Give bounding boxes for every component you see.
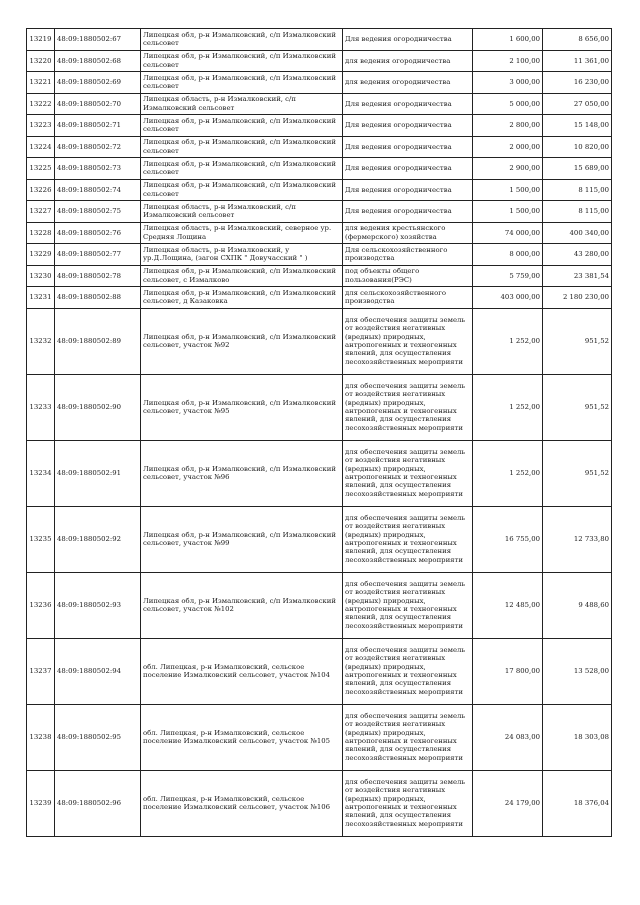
cadastral-value-cell: 9 488,60 [543,572,612,638]
address-cell: Липецкая область, р-н Измалковский, с/п Измалковский сельсовет [141,93,343,115]
table-row [27,72,612,94]
row-number-cell: 13234 [27,440,55,506]
row-number-cell: 13229 [27,244,55,266]
cadastral-value-cell: 16 230,00 [543,72,612,94]
area-cell: 3 000,00 [473,72,543,94]
table-row [27,704,612,770]
table-row [27,201,612,223]
cadastral-value-cell: 2 180 230,00 [543,287,612,309]
cadastral-value-cell: 951,52 [543,440,612,506]
area-cell: 5 000,00 [473,93,543,115]
address-cell: Липецкая обл, р-н Измалковский, с/п Измалковский сельсовет [141,158,343,180]
permitted-use-cell: для обеспечения защиты земель от воздействия негативных (вредных) природных, антропогенных и техногенных явлений, для осуществления лесохозяйственных мероприяти [343,704,473,770]
table-row [27,572,612,638]
address-cell: Липецкая обл, р-н Измалковский, с/п Измалковский сельсовет, участок №99 [141,506,343,572]
area-cell: 1 500,00 [473,201,543,223]
cadastral-number-cell: 48:09:1880502:68 [55,50,141,72]
cadastral-number-cell: 48:09:1880502:74 [55,179,141,201]
permitted-use-cell: для обеспечения защиты земель от воздействия негативных (вредных) природных, антропогенных и техногенных явлений, для осуществления лесохозяйственных мероприяти [343,638,473,704]
cadastral-value-cell: 8 115,00 [543,179,612,201]
table-row [27,638,612,704]
row-number-cell: 13226 [27,179,55,201]
cadastral-number-cell: 48:09:1880502:69 [55,72,141,94]
row-number-cell: 13220 [27,50,55,72]
permitted-use-cell: под объекты общего пользования(РЭС) [343,265,473,287]
address-cell: Липецкая обл, р-н Измалковский, с/п Измалковский сельсовет [141,179,343,201]
area-cell: 1 252,00 [473,440,543,506]
permitted-use-cell: для обеспечения защиты земель от воздействия негативных (вредных) природных, антропогенных и техногенных явлений, для осуществления лесохозяйственных мероприяти [343,770,473,836]
area-cell: 403 000,00 [473,287,543,309]
address-cell: Липецкая область, р-н Измалковский, у ур.Д.Лощина, (загон СХПК " Довучасский " ) [141,244,343,266]
table-row [27,179,612,201]
area-cell: 1 500,00 [473,179,543,201]
area-cell: 8 000,00 [473,244,543,266]
area-cell: 1 252,00 [473,374,543,440]
table-row [27,770,612,836]
permitted-use-cell: для обеспечения защиты земель от воздействия негативных (вредных) природных, антропогенных и техногенных явлений, для осуществления лесохозяйственных мероприяти [343,572,473,638]
cadastral-number-cell: 48:09:1880502:76 [55,222,141,244]
permitted-use-cell: Для ведения огородничества [343,179,473,201]
row-number-cell: 13232 [27,308,55,374]
address-cell: Липецкая обл, р-н Измалковский, с/п Измалковский сельсовет [141,29,343,51]
permitted-use-cell: для ведения огородничества [343,72,473,94]
cadastral-value-cell: 11 361,00 [543,50,612,72]
permitted-use-cell: Для ведения огородничества [343,201,473,223]
address-cell: Липецкая обл, р-н Измалковский, с/п Измалковский сельсовет [141,136,343,158]
row-number-cell: 13223 [27,115,55,137]
cadastral-value-cell: 951,52 [543,374,612,440]
land-plot-register-table [26,28,612,837]
table-row [27,506,612,572]
cadastral-value-cell: 13 528,00 [543,638,612,704]
cadastral-value-cell: 18 376,04 [543,770,612,836]
table-row [27,136,612,158]
table-row [27,222,612,244]
cadastral-number-cell: 48:09:1880502:92 [55,506,141,572]
cadastral-value-cell: 8 115,00 [543,201,612,223]
table-row [27,158,612,180]
area-cell: 16 755,00 [473,506,543,572]
row-number-cell: 13231 [27,287,55,309]
area-cell: 12 485,00 [473,572,543,638]
area-cell: 1 600,00 [473,29,543,51]
area-cell: 24 179,00 [473,770,543,836]
cadastral-value-cell: 10 820,00 [543,136,612,158]
permitted-use-cell: Для ведения огородничества [343,115,473,137]
row-number-cell: 13228 [27,222,55,244]
address-cell: Липецкая обл, р-н Измалковский, с/п Измалковский сельсовет, участок №96 [141,440,343,506]
table-row [27,287,612,309]
permitted-use-cell: Для ведения огородничества [343,29,473,51]
row-number-cell: 13227 [27,201,55,223]
cadastral-number-cell: 48:09:1880502:94 [55,638,141,704]
permitted-use-cell: для ведения огородничества [343,50,473,72]
permitted-use-cell: Для сельскохозяйственного производства [343,244,473,266]
cadastral-number-cell: 48:09:1880502:73 [55,158,141,180]
row-number-cell: 13233 [27,374,55,440]
area-cell: 5 759,00 [473,265,543,287]
area-cell: 2 000,00 [473,136,543,158]
permitted-use-cell: Для ведения огородничества [343,158,473,180]
table-row [27,115,612,137]
row-number-cell: 13238 [27,704,55,770]
cadastral-number-cell: 48:09:1880502:89 [55,308,141,374]
cadastral-number-cell: 48:09:1880502:88 [55,287,141,309]
table-row [27,374,612,440]
address-cell: Липецкая обл, р-н Измалковский, с/п Измалковский сельсовет, д Казаковка [141,287,343,309]
cadastral-value-cell: 18 303,08 [543,704,612,770]
cadastral-value-cell: 15 689,00 [543,158,612,180]
table-row [27,93,612,115]
row-number-cell: 13219 [27,29,55,51]
area-cell: 1 252,00 [473,308,543,374]
cadastral-value-cell: 27 050,00 [543,93,612,115]
table-row [27,440,612,506]
cadastral-value-cell: 43 280,00 [543,244,612,266]
cadastral-value-cell: 8 656,00 [543,29,612,51]
row-number-cell: 13225 [27,158,55,180]
address-cell: Липецкая область, р-н Измалковский, северное ур. Средняя Лощина [141,222,343,244]
area-cell: 2 100,00 [473,50,543,72]
cadastral-value-cell: 23 381,54 [543,265,612,287]
address-cell: Липецкая обл, р-н Измалковский, с/п Измалковский сельсовет, участок №102 [141,572,343,638]
row-number-cell: 13224 [27,136,55,158]
cadastral-value-cell: 951,52 [543,308,612,374]
permitted-use-cell: для обеспечения защиты земель от воздействия негативных (вредных) природных, антропогенных и техногенных явлений, для осуществления лесохозяйственных мероприяти [343,440,473,506]
cadastral-number-cell: 48:09:1880502:91 [55,440,141,506]
address-cell: обл. Липецкая, р-н Измалковский, сельское поселение Измалковский сельсовет, участок №104 [141,638,343,704]
address-cell: Липецкая обл, р-н Измалковский, с/п Измалковский сельсовет, участок №95 [141,374,343,440]
row-number-cell: 13237 [27,638,55,704]
area-cell: 2 800,00 [473,115,543,137]
address-cell: Липецкая обл, р-н Измалковский, с/п Измалковский сельсовет, участок №92 [141,308,343,374]
table-body [27,29,612,837]
cadastral-number-cell: 48:09:1880502:71 [55,115,141,137]
row-number-cell: 13236 [27,572,55,638]
row-number-cell: 13222 [27,93,55,115]
permitted-use-cell: для обеспечения защиты земель от воздействия негативных (вредных) природных, антропогенных и техногенных явлений, для осуществления лесохозяйственных мероприяти [343,374,473,440]
permitted-use-cell: Для ведения огородничества [343,93,473,115]
permitted-use-cell: для сельскохозяйственного производства [343,287,473,309]
cadastral-number-cell: 48:09:1880502:95 [55,704,141,770]
permitted-use-cell: для ведения крестьянского (фермерского) хозяйства [343,222,473,244]
cadastral-value-cell: 400 340,00 [543,222,612,244]
table-row [27,29,612,51]
address-cell: Липецкая обл, р-н Измалковский, с/п Измалковский сельсовет [141,50,343,72]
cadastral-number-cell: 48:09:1880502:96 [55,770,141,836]
area-cell: 24 083,00 [473,704,543,770]
table-row [27,50,612,72]
permitted-use-cell: Для ведения огородничества [343,136,473,158]
table-row [27,308,612,374]
table-row [27,265,612,287]
cadastral-number-cell: 48:09:1880502:78 [55,265,141,287]
area-cell: 2 900,00 [473,158,543,180]
row-number-cell: 13230 [27,265,55,287]
area-cell: 74 000,00 [473,222,543,244]
cadastral-value-cell: 15 148,00 [543,115,612,137]
permitted-use-cell: для обеспечения защиты земель от воздействия негативных (вредных) природных, антропогенных и техногенных явлений, для осуществления лесохозяйственных мероприяти [343,506,473,572]
cadastral-number-cell: 48:09:1880502:77 [55,244,141,266]
table-row [27,244,612,266]
cadastral-number-cell: 48:09:1880502:93 [55,572,141,638]
address-cell: обл. Липецкая, р-н Измалковский, сельское поселение Измалковский сельсовет, участок №106 [141,770,343,836]
area-cell: 17 800,00 [473,638,543,704]
cadastral-number-cell: 48:09:1880502:70 [55,93,141,115]
row-number-cell: 13221 [27,72,55,94]
cadastral-number-cell: 48:09:1880502:75 [55,201,141,223]
permitted-use-cell: для обеспечения защиты земель от воздействия негативных (вредных) природных, антропогенных и техногенных явлений, для осуществления лесохозяйственных мероприяти [343,308,473,374]
cadastral-number-cell: 48:09:1880502:67 [55,29,141,51]
address-cell: Липецкая область, р-н Измалковский, с/п Измалковский сельсовет [141,201,343,223]
row-number-cell: 13235 [27,506,55,572]
address-cell: обл. Липецкая, р-н Измалковский, сельское поселение Измалковский сельсовет, участок №105 [141,704,343,770]
cadastral-value-cell: 12 733,80 [543,506,612,572]
row-number-cell: 13239 [27,770,55,836]
address-cell: Липецкая обл, р-н Измалковский, с/п Измалковский сельсовет [141,115,343,137]
cadastral-number-cell: 48:09:1880502:90 [55,374,141,440]
address-cell: Липецкая обл, р-н Измалковский, с/п Измалковский сельсовет [141,72,343,94]
cadastral-number-cell: 48:09:1880502:72 [55,136,141,158]
address-cell: Липецкая обл, р-н Измалковский, с/п Измалковский сельсовет, с Измалково [141,265,343,287]
